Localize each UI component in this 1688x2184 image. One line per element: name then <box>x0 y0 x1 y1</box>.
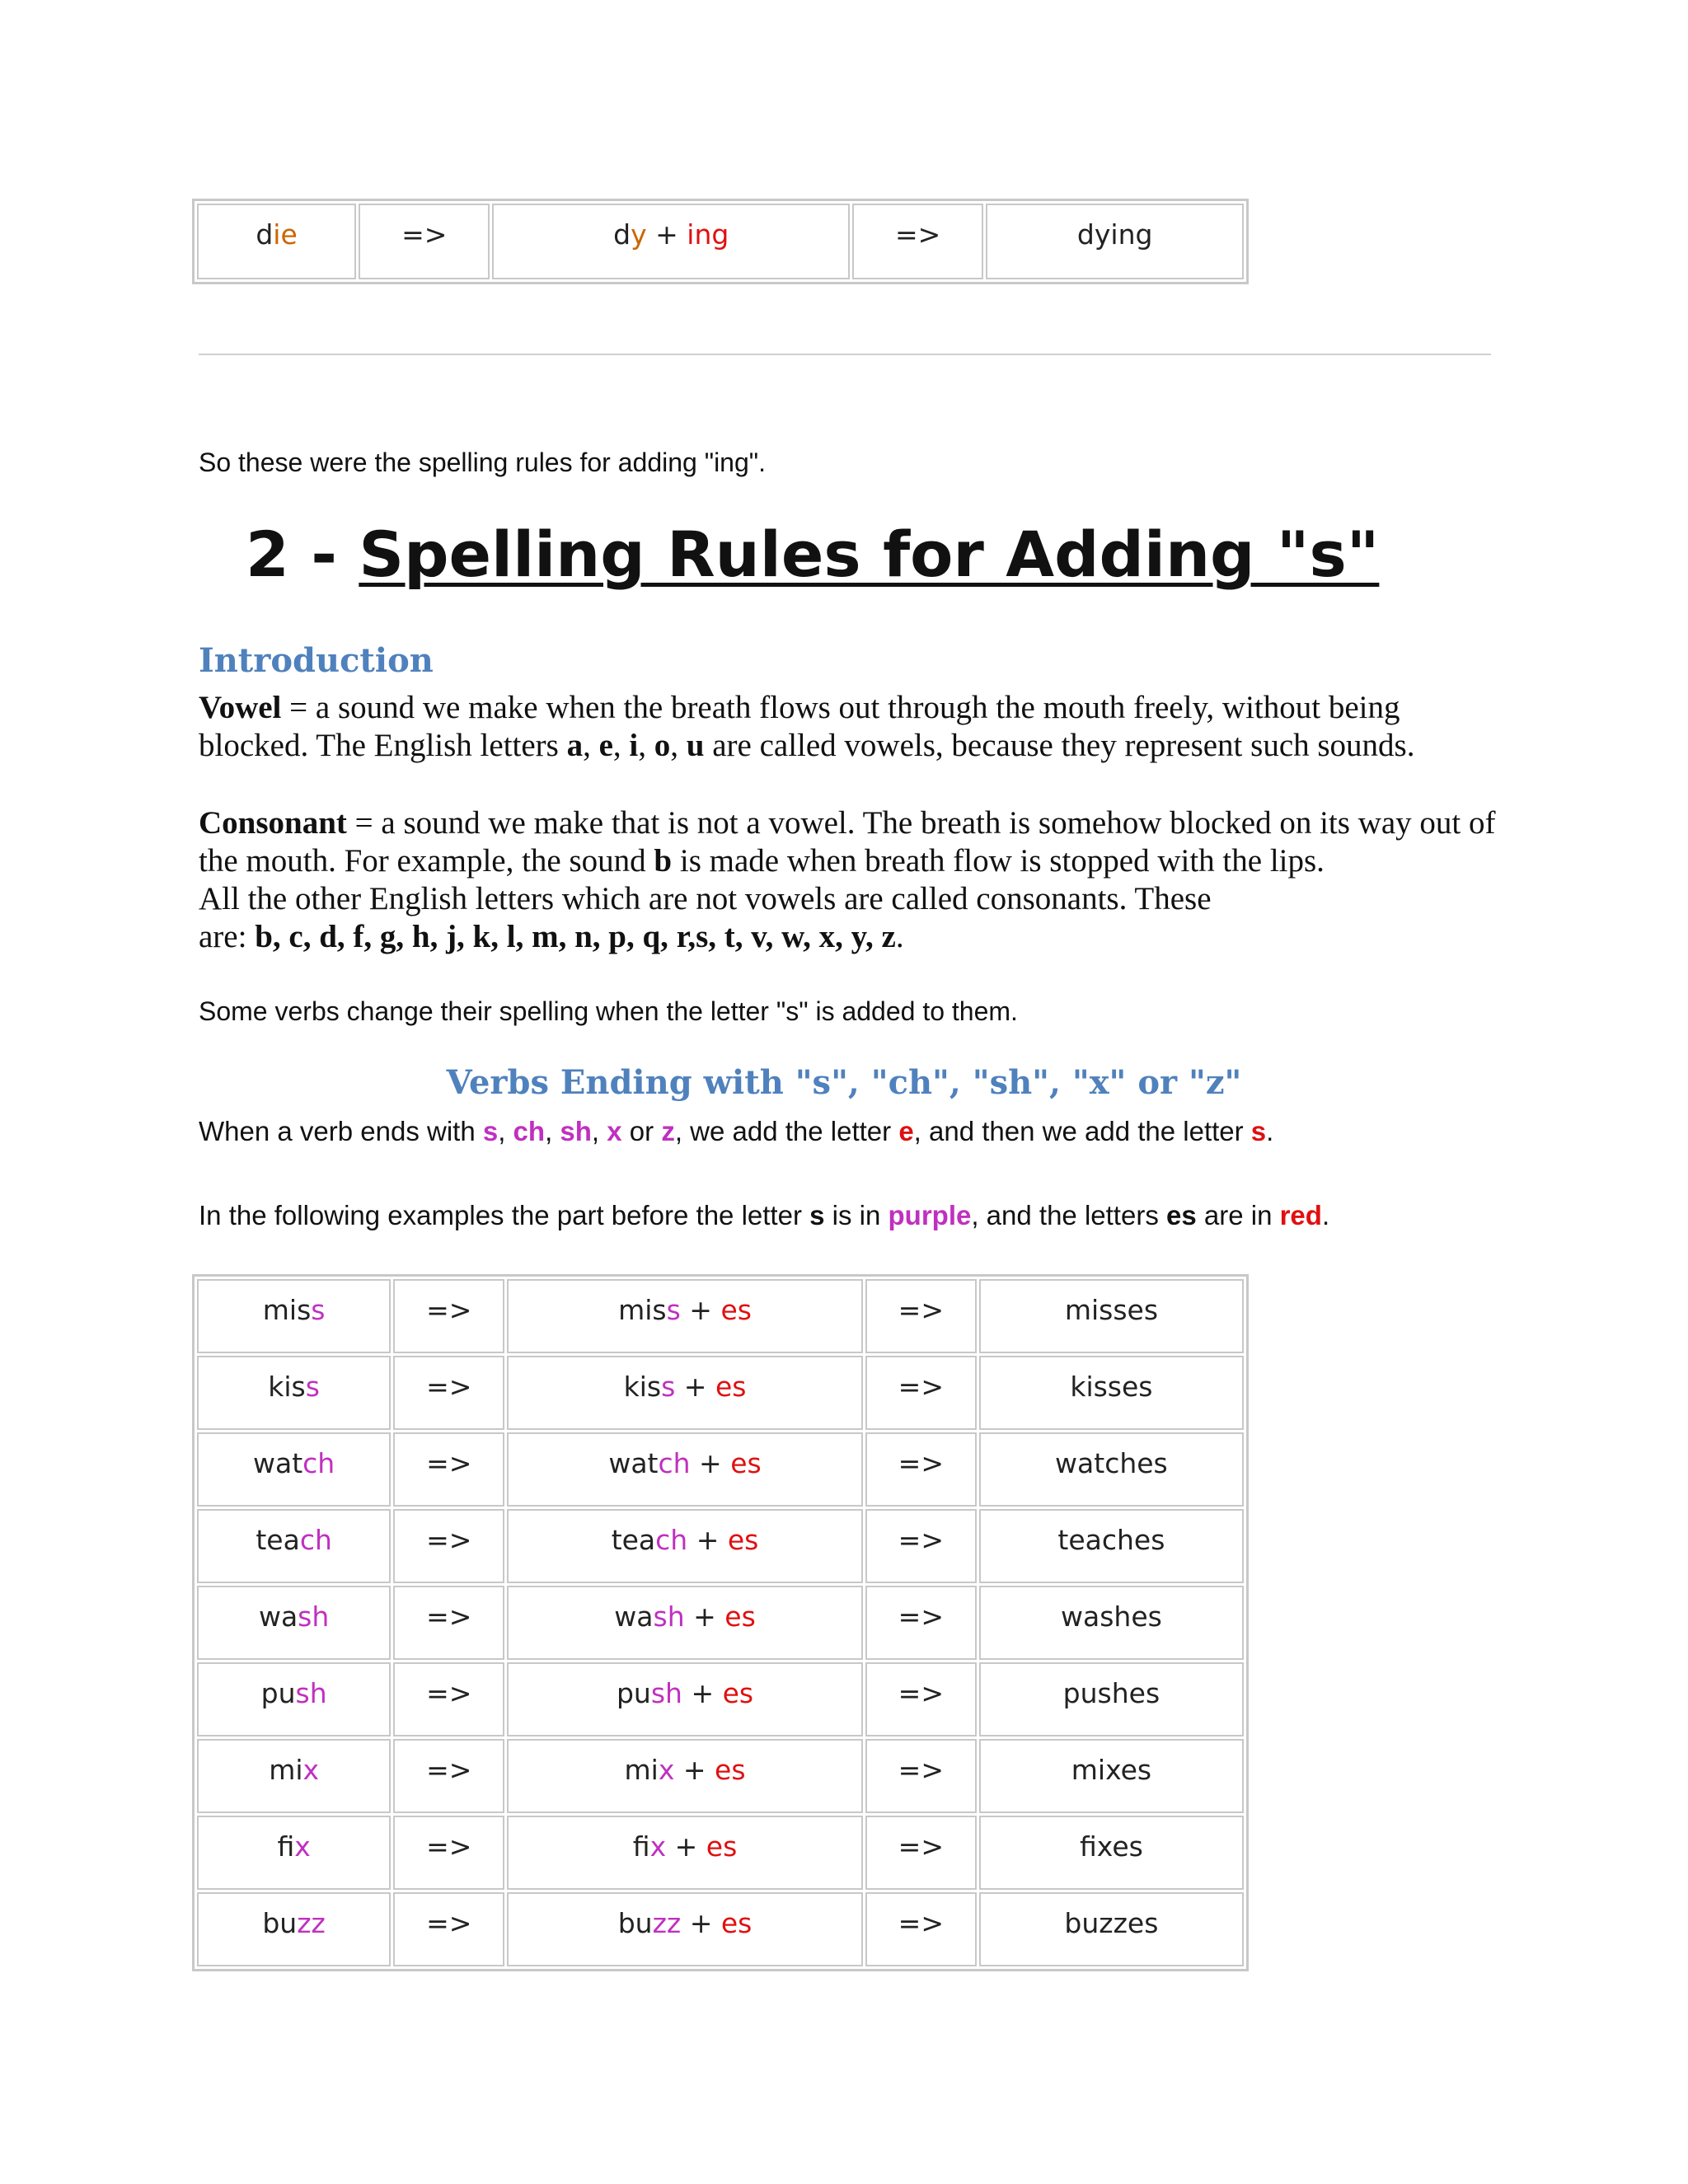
rule-text: , and then we add the letter <box>913 1116 1251 1146</box>
suffix: es <box>706 1830 738 1863</box>
word-ending: sh <box>650 1677 682 1709</box>
consonant-definition <box>199 804 1501 956</box>
result-word: watches <box>1055 1447 1168 1479</box>
arrow-cell <box>852 204 983 279</box>
transform-cell <box>507 1739 863 1813</box>
ending-sh: sh <box>560 1116 592 1146</box>
word-stem: wat <box>608 1447 659 1479</box>
arrow: => <box>426 1907 472 1939</box>
word-stem: mi <box>269 1754 303 1786</box>
word-ending: sh <box>298 1601 330 1633</box>
arrow-cell <box>865 1816 977 1890</box>
table-row <box>197 1739 1244 1813</box>
period: . <box>1266 1116 1274 1146</box>
consonant-text-end: is made when breath flow is stopped with the lips. <box>672 843 1325 879</box>
section-number: 2 - <box>246 518 359 591</box>
arrow-cell <box>393 1662 504 1736</box>
arrow-cell <box>393 1892 504 1966</box>
arrow: => <box>426 1524 472 1556</box>
result-word: mixes <box>1071 1754 1152 1786</box>
arrow: => <box>401 218 448 251</box>
base-word-cell <box>197 1892 391 1966</box>
vowel-letter: e <box>598 728 613 763</box>
section-title: Spelling Rules for Adding "s" <box>359 518 1380 591</box>
word-stem: mi <box>624 1754 659 1786</box>
vowel-letter: a <box>566 728 584 763</box>
table-row <box>197 204 1244 279</box>
or-text: or <box>621 1116 662 1146</box>
word-stem: bu <box>617 1907 653 1939</box>
word-stem: pu <box>616 1677 651 1709</box>
word-stem: mis <box>262 1294 312 1326</box>
ending-ch: ch <box>513 1116 546 1146</box>
spelling-change-line: Some verbs change their spelling when the letter "s" is added to them. <box>199 996 1018 1026</box>
transform-cell <box>507 1662 863 1736</box>
word-ending: x <box>302 1754 320 1786</box>
word-ending: s <box>661 1371 676 1403</box>
letter-e: e <box>898 1116 914 1146</box>
plus-sign: + <box>682 1677 723 1709</box>
vowel-letter: i <box>629 728 639 763</box>
arrow-cell <box>359 204 490 279</box>
arrow-cell <box>393 1739 504 1813</box>
arrow: => <box>898 1601 944 1633</box>
base-word-cell <box>197 1356 391 1430</box>
arrow: => <box>426 1371 472 1403</box>
result-cell <box>979 1739 1244 1813</box>
word-stem: tea <box>256 1524 300 1556</box>
purple-word: purple <box>888 1200 972 1230</box>
word-stem: fi <box>277 1830 295 1863</box>
suffix: es <box>720 1294 752 1326</box>
table-row <box>197 1356 1244 1430</box>
suffix: es <box>724 1601 756 1633</box>
arrow: => <box>895 218 941 251</box>
rule-text: , we add the letter <box>674 1116 899 1146</box>
introduction-heading: Introduction <box>199 641 434 680</box>
word-ending: s <box>311 1294 326 1326</box>
suffix: es <box>715 1754 746 1786</box>
arrow: => <box>426 1677 472 1709</box>
red-word: red <box>1279 1200 1322 1230</box>
word-stem: kis <box>268 1371 306 1403</box>
result-cell <box>979 1509 1244 1583</box>
suffix: es <box>720 1907 753 1939</box>
arrow-cell <box>393 1586 504 1660</box>
result-cell <box>979 1662 1244 1736</box>
result-word: buzzes <box>1064 1907 1159 1939</box>
base-word-cell <box>197 1586 391 1660</box>
comma: , <box>545 1116 560 1146</box>
transform-cell <box>507 1356 863 1430</box>
table-row <box>197 1816 1244 1890</box>
vowel-letter: o <box>654 728 671 763</box>
section-heading <box>246 518 1379 591</box>
result-cell <box>979 1356 1244 1430</box>
plus-sign: + <box>675 1371 715 1403</box>
word-ending: ch <box>658 1447 691 1479</box>
plus-sign: + <box>666 1830 706 1863</box>
plus-sign: + <box>681 1907 721 1939</box>
arrow-cell <box>393 1432 504 1507</box>
result-word: pushes <box>1062 1677 1160 1709</box>
result-cell <box>979 1586 1244 1660</box>
transform-cell <box>507 1509 863 1583</box>
result-cell <box>979 1816 1244 1890</box>
transform-cell <box>492 204 850 279</box>
base-word-cell <box>197 1432 391 1507</box>
arrow: => <box>898 1524 944 1556</box>
arrow-cell <box>393 1509 504 1583</box>
result-word: misses <box>1064 1294 1159 1326</box>
word-stem: d <box>613 218 631 251</box>
suffix: es <box>722 1677 754 1709</box>
arrow-cell <box>393 1356 504 1430</box>
table-row <box>197 1509 1244 1583</box>
word-ending: ie <box>273 218 298 251</box>
examples-text: is in <box>824 1200 889 1230</box>
word-ending: ch <box>299 1524 332 1556</box>
vowel-definition: Vowel = a sound we make when the breath flows out through the mouth freely, without being blocked. The English letters a, e, i, o, u are called vowels, because they represent such sounds. <box>199 690 1415 763</box>
consonant-list-prefix: are: <box>199 919 256 954</box>
plus-sign: + <box>684 1601 725 1633</box>
table-row <box>197 1662 1244 1736</box>
word-ending: zz <box>297 1907 326 1939</box>
base-word-cell <box>197 1816 391 1890</box>
period: . <box>1321 1200 1330 1230</box>
base-word-cell <box>197 1509 391 1583</box>
word-stem: pu <box>260 1677 296 1709</box>
letter-s: s <box>1250 1116 1267 1146</box>
ing-example-table <box>192 199 1249 284</box>
word-ending: x <box>649 1830 667 1863</box>
ending-s: s <box>482 1116 499 1146</box>
arrow-cell <box>865 1356 977 1430</box>
examples-text: In the following examples the part before the letter <box>199 1200 810 1230</box>
vowel-letter: u <box>686 728 705 763</box>
base-word-cell <box>197 1662 391 1736</box>
table-row <box>197 1892 1244 1966</box>
rule-text: When a verb ends with <box>199 1116 483 1146</box>
ing-summary-line: So these were the spelling rules for adding "ing". <box>199 448 767 477</box>
result-cell <box>986 204 1244 279</box>
word-stem: wat <box>253 1447 303 1479</box>
horizontal-divider <box>199 354 1491 355</box>
arrow-cell <box>865 1279 977 1353</box>
word-stem: wa <box>614 1601 654 1633</box>
result-word: kisses <box>1070 1371 1153 1403</box>
word-stem: tea <box>611 1524 656 1556</box>
word-stem: kis <box>623 1371 662 1403</box>
verbs-es-table <box>192 1274 1249 1971</box>
verbs-table-body <box>197 1279 1244 1966</box>
result-word: washes <box>1061 1601 1162 1633</box>
examples-text: are in <box>1196 1200 1280 1230</box>
arrow-cell <box>865 1892 977 1966</box>
comma: , <box>498 1116 513 1146</box>
arrow-cell <box>865 1586 977 1660</box>
consonant-letters: b, c, d, f, g, h, j, k, l, m, n, p, q, r,s, t, v, w, x, y, z <box>255 919 896 954</box>
arrow: => <box>426 1447 472 1479</box>
rule-line <box>199 1116 1273 1147</box>
arrow: => <box>898 1754 944 1786</box>
suffix: ing <box>687 218 729 251</box>
word-stem: bu <box>262 1907 298 1939</box>
word-ending: x <box>294 1830 311 1863</box>
arrow: => <box>426 1754 472 1786</box>
arrow-cell <box>865 1739 977 1813</box>
consonant-line-3: All the other English letters which are not vowels are called consonants. These <box>199 881 1212 916</box>
result-cell <box>979 1432 1244 1507</box>
word-stem: mis <box>618 1294 667 1326</box>
word-ending: s <box>305 1371 320 1403</box>
suffix: es <box>715 1371 747 1403</box>
vowel-term: Vowel <box>199 690 282 725</box>
letters-es: es <box>1165 1200 1197 1230</box>
period: . <box>895 919 904 954</box>
examples-text: , and the letters <box>971 1200 1166 1230</box>
transform-cell <box>507 1279 863 1353</box>
plus-sign: + <box>646 218 687 251</box>
transform-cell <box>507 1816 863 1890</box>
result-word: teaches <box>1057 1524 1165 1556</box>
base-word-cell <box>197 204 356 279</box>
consonant-example: b <box>654 843 673 879</box>
arrow: => <box>898 1677 944 1709</box>
arrow-cell <box>393 1816 504 1890</box>
word-ending: ch <box>302 1447 335 1479</box>
arrow-cell <box>865 1432 977 1507</box>
arrow-cell <box>865 1509 977 1583</box>
result-word: dying <box>1076 218 1153 251</box>
letter-s: s <box>809 1200 825 1230</box>
arrow: => <box>898 1907 944 1939</box>
transform-cell <box>507 1432 863 1507</box>
consonant-term: Consonant <box>199 805 347 841</box>
consonant-list-line <box>199 918 1501 956</box>
ending-x: x <box>607 1116 622 1146</box>
vowel-text-end: are called vowels, because they represent such sounds. <box>704 728 1415 763</box>
plus-sign: + <box>687 1524 728 1556</box>
table-row <box>197 1586 1244 1660</box>
word-ending: x <box>658 1754 675 1786</box>
arrow: => <box>898 1447 944 1479</box>
word-ending: y <box>631 218 647 251</box>
word-ending: zz <box>652 1907 682 1939</box>
result-word: fixes <box>1080 1830 1143 1863</box>
examples-line <box>199 1200 1329 1231</box>
arrow: => <box>898 1371 944 1403</box>
arrow: => <box>898 1830 944 1863</box>
table-row <box>197 1432 1244 1507</box>
arrow: => <box>898 1294 944 1326</box>
arrow: => <box>426 1601 472 1633</box>
arrow-cell <box>393 1279 504 1353</box>
arrow-cell <box>865 1662 977 1736</box>
vowel-text: = a sound we make when the breath flows out through the mouth freely, without being blocked. The English letters <box>199 690 1400 763</box>
plus-sign: + <box>680 1294 721 1326</box>
word-stem: d <box>256 218 274 251</box>
verbs-ending-heading: Verbs Ending with "s", "ch", "sh", "x" or "z" <box>446 1063 1242 1102</box>
comma: , <box>591 1116 607 1146</box>
consonant-lines <box>199 804 1501 880</box>
suffix: es <box>730 1447 762 1479</box>
plus-sign: + <box>674 1754 715 1786</box>
transform-cell <box>507 1892 863 1966</box>
arrow: => <box>426 1294 472 1326</box>
result-cell <box>979 1892 1244 1966</box>
word-ending: s <box>666 1294 681 1326</box>
word-stem: wa <box>258 1601 298 1633</box>
plus-sign: + <box>690 1447 731 1479</box>
word-ending: sh <box>295 1677 327 1709</box>
base-word-cell <box>197 1739 391 1813</box>
base-word-cell <box>197 1279 391 1353</box>
word-ending: ch <box>655 1524 688 1556</box>
ending-z: z <box>661 1116 675 1146</box>
consonant-text: = a sound we make that is not a vowel. The breath is somehow blocked on its way out of the mouth. For example, the sound <box>199 805 1496 879</box>
result-cell <box>979 1279 1244 1353</box>
arrow: => <box>426 1830 472 1863</box>
word-ending: sh <box>653 1601 685 1633</box>
suffix: es <box>727 1524 759 1556</box>
table-row <box>197 1279 1244 1353</box>
transform-cell <box>507 1586 863 1660</box>
word-stem: fi <box>632 1830 650 1863</box>
